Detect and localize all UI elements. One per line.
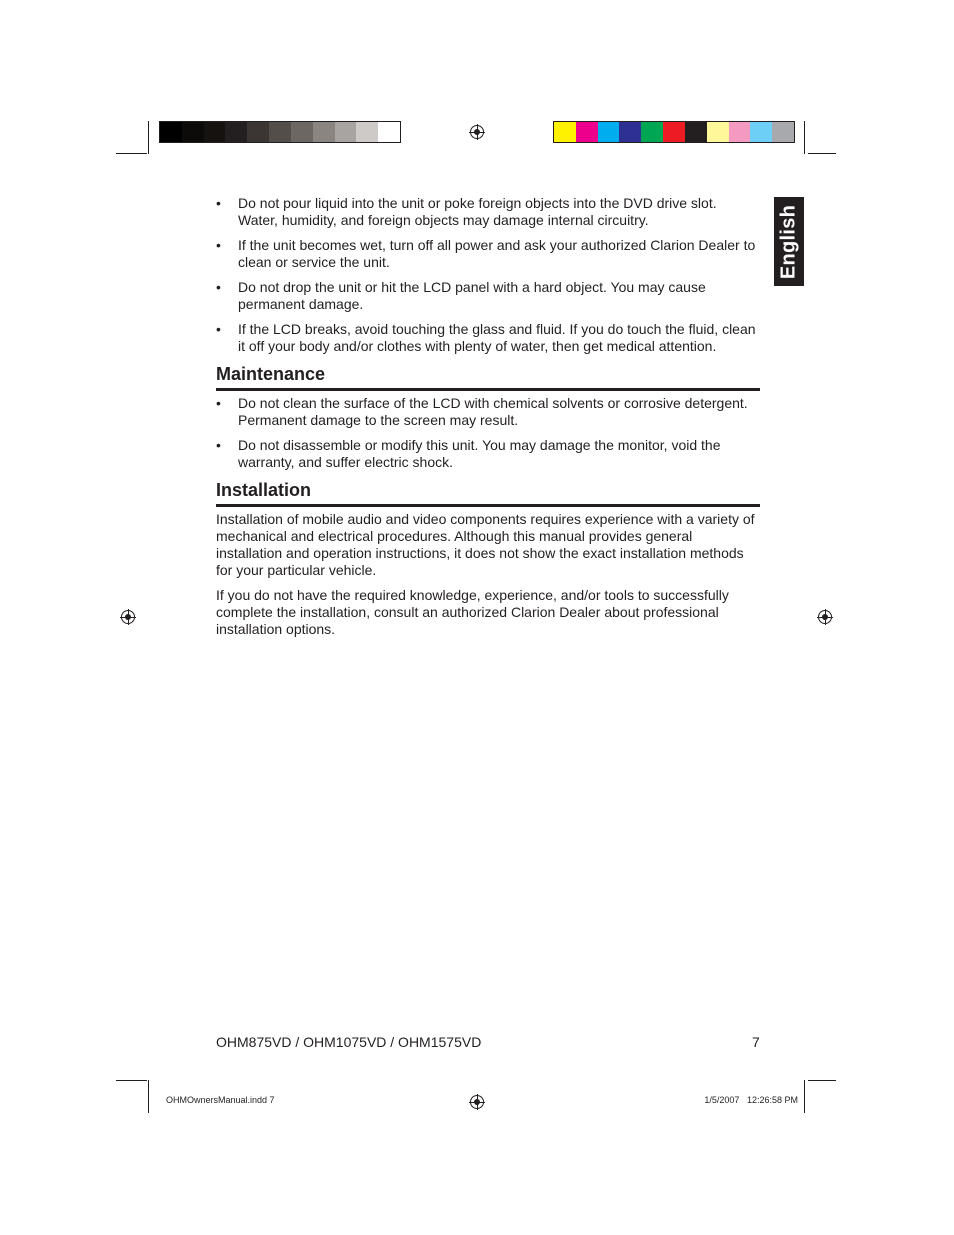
color-swatch: [576, 122, 598, 142]
maintenance-bullet-list: [216, 395, 760, 471]
color-swatch: [182, 122, 204, 142]
list-item: • If the LCD breaks, avoid touching the glass and fluid. If you do touch the fluid, clean it off your body and/or clothes with plenty of water, then get medical attention.: [216, 321, 760, 355]
registration-mark-left: [121, 610, 135, 624]
color-swatch: [750, 122, 772, 142]
crop-mark-tl-v: [148, 121, 149, 154]
crop-mark-br-h: [808, 1080, 836, 1081]
crop-mark-bl-h: [116, 1080, 147, 1081]
installation-heading: Installation: [216, 479, 760, 507]
slug-date: 1/5/2007: [704, 1095, 740, 1105]
registration-mark-bottom: [470, 1095, 484, 1109]
color-swatch: [313, 122, 335, 142]
color-swatch: [204, 122, 226, 142]
list-item: • Do not disassemble or modify this unit. You may damage the monitor, void the warranty, and suffer electric shock.: [216, 437, 760, 471]
color-swatch: [225, 122, 247, 142]
registration-mark-top: [470, 125, 484, 139]
page-content: [216, 195, 760, 646]
color-swatch: [160, 122, 182, 142]
color-swatch: [269, 122, 291, 142]
color-swatch: [554, 122, 576, 142]
grayscale-color-bar: [159, 121, 401, 143]
registration-mark-right: [818, 610, 832, 624]
color-swatch: [663, 122, 685, 142]
list-item: • If the unit becomes wet, turn off all power and ask your authorized Clarion Dealer to clean or service the unit.: [216, 237, 760, 271]
list-item: • Do not pour liquid into the unit or poke foreign objects into the DVD drive slot. Water, humidity, and foreign objects may damage internal circuitry.: [216, 195, 760, 229]
crop-mark-tl-h: [116, 153, 147, 154]
color-swatch: [619, 122, 641, 142]
maintenance-heading: Maintenance: [216, 363, 760, 391]
list-item: • Do not clean the surface of the LCD with chemical solvents or corrosive detergent. Permanent damage to the screen may result.: [216, 395, 760, 429]
color-swatch: [729, 122, 751, 142]
safety-bullet-list: [216, 195, 760, 355]
process-color-bar: [553, 121, 795, 143]
slug-timestamp: [704, 1095, 798, 1105]
color-swatch: [641, 122, 663, 142]
installation-paragraph: If you do not have the required knowledge, experience, and/or tools to successfully complete the installation, consult an authorized Clarion Dealer about professional installation options.: [216, 587, 729, 637]
color-swatch: [707, 122, 729, 142]
crop-mark-tr-h: [808, 153, 836, 154]
crop-mark-tr-v: [804, 121, 805, 154]
color-swatch: [378, 122, 400, 142]
color-swatch: [291, 122, 313, 142]
installation-paragraph: Installation of mobile audio and video components requires experience with a variety of mechanical and electrical procedures. Although this manual provides general installation and operation instructions, it does not show the exact installation methods for your particular vehicle.: [216, 511, 755, 578]
color-swatch: [598, 122, 620, 142]
color-swatch: [247, 122, 269, 142]
color-swatch: [356, 122, 378, 142]
model-numbers: OHM875VD / OHM1075VD / OHM1575VD: [216, 1034, 482, 1050]
color-swatch: [335, 122, 357, 142]
crop-mark-br-v: [804, 1080, 805, 1113]
page-number: 7: [752, 1034, 760, 1050]
slug-time: 12:26:58 PM: [746, 1095, 798, 1105]
crop-mark-bl-v: [148, 1080, 149, 1113]
language-tab: [774, 197, 804, 286]
slug-filename: OHMOwnersManual.indd 7: [166, 1095, 275, 1105]
list-item: • Do not drop the unit or hit the LCD panel with a hard object. You may cause permanent damage.: [216, 279, 760, 313]
color-swatch: [772, 122, 794, 142]
color-swatch: [685, 122, 707, 142]
language-tab-label: English: [777, 204, 800, 279]
